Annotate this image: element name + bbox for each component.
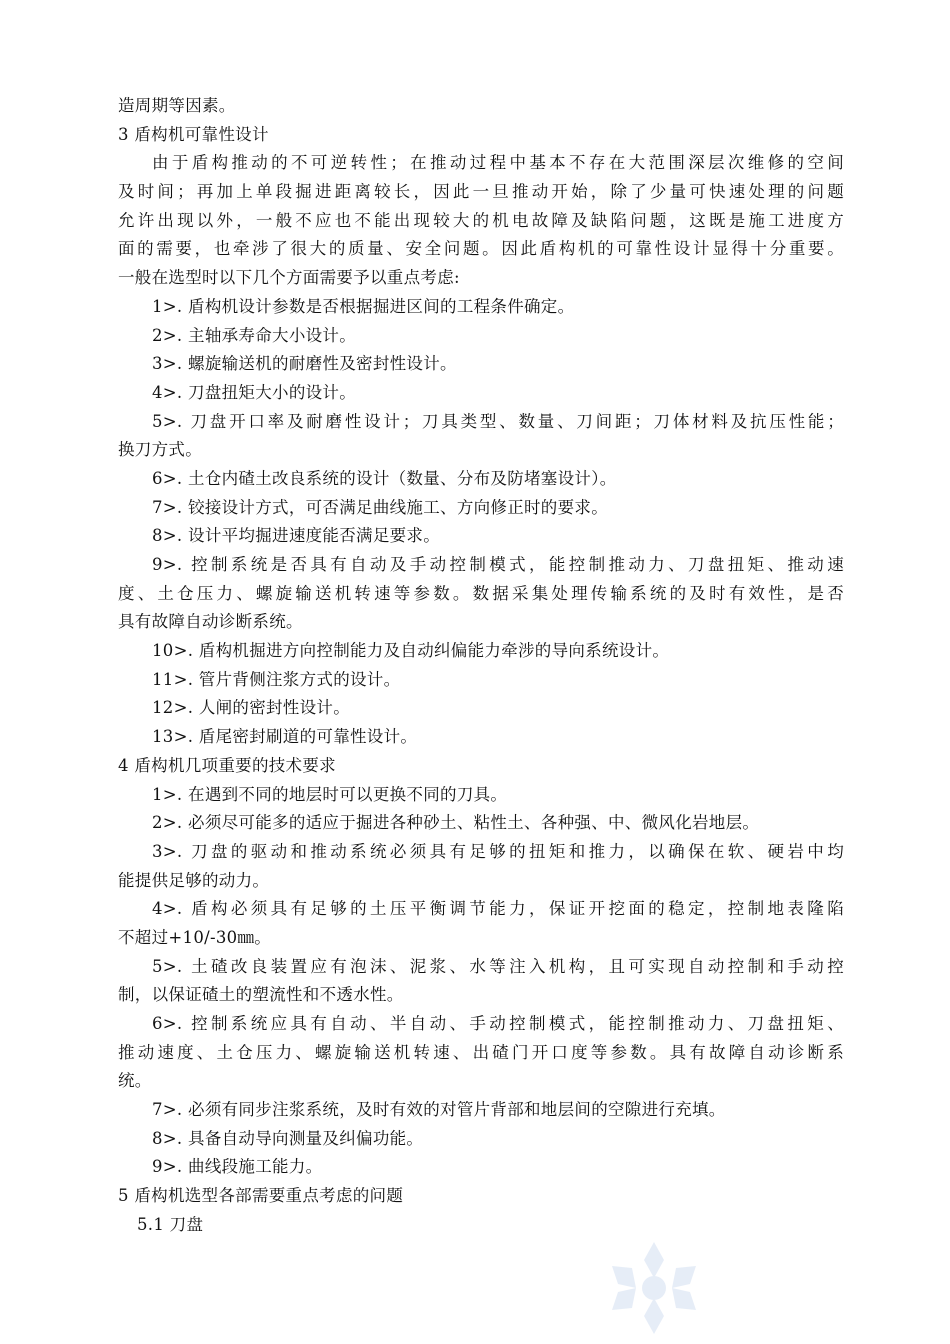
text-line: 12>. 人闸的密封性设计。 [152, 698, 351, 718]
text-line: 2>. 主轴承寿命大小设计。 [152, 325, 357, 345]
text-line: 5 盾构机选型各部需要重点考虑的问题 [118, 1186, 404, 1206]
text-line: 11>. 管片背侧注浆方式的设计。 [152, 669, 401, 689]
text-line: 6>. 土仓内碴土改良系统的设计（数量、分布及防堵塞设计）。 [152, 468, 617, 488]
text-line: 能提供足够的动力。 [118, 870, 270, 890]
text-line: 换刀方式。 [118, 440, 202, 460]
snowflake-logo-icon [592, 1238, 716, 1338]
text-line: 5.1 刀盘 [137, 1214, 204, 1234]
text-line: 造周期等因素。 [118, 96, 236, 115]
text-line: 5>. 土碴改良装置应有泡沫、泥浆、水等注入机构，且可实现自动控制和手动控 [152, 956, 844, 976]
text-line: 4>. 盾构必须具有足够的土压平衡调节能力，保证开挖面的稳定，控制地表隆陷 [152, 899, 844, 919]
text-line: 7>. 铰接设计方式，可否满足曲线施工、方向修正时的要求。 [152, 497, 609, 517]
text-line: 2>. 必须尽可能多的适应于掘进各种砂土、粘性土、各种强、中、微风化岩地层。 [152, 813, 760, 833]
text-line: 4>. 刀盘扭矩大小的设计。 [152, 382, 357, 402]
text-line: 1>. 在遇到不同的地层时可以更换不同的刀具。 [152, 784, 508, 804]
text-line: 5>. 刀盘开口率及耐磨性设计；刀具类型、数量、刀间距；刀体材料及抗压性能； [152, 411, 844, 431]
text-line: 9>. 曲线段施工能力。 [152, 1157, 323, 1177]
text-line: 8>. 具备自动导向测量及纠偏功能。 [152, 1128, 424, 1148]
text-line: 允许出现以外，一般不应也不能出现较大的机电故障及缺陷问题，这既是施工进度方 [118, 210, 844, 230]
text-line: 7>. 必须有同步注浆系统，及时有效的对管片背部和地层间的空隙进行充填。 [152, 1100, 726, 1120]
text-line: 9>. 控制系统是否具有自动及手动控制模式，能控制推动力、刀盘扭矩、推动速 [152, 555, 844, 574]
text-line: 4 盾构机几项重要的技术要求 [118, 755, 336, 775]
text-line: 3 盾构机可靠性设计 [118, 124, 269, 144]
text-line: 制，以保证碴土的塑流性和不透水性。 [118, 985, 404, 1005]
text-line: 不超过+10/-30㎜。 [118, 927, 272, 947]
text-line: 3>. 刀盘的驱动和推动系统必须具有足够的扭矩和推力，以确保在软、硬岩中均 [152, 841, 844, 861]
text-line: 13>. 盾尾密封刷道的可靠性设计。 [152, 727, 418, 747]
text-line: 推动速度、土仓压力、螺旋输送机转速、出碴门开口度等参数。具有故障自动诊断系 [118, 1042, 844, 1062]
text-line: 统。 [118, 1071, 152, 1091]
text-line: 10>. 盾构机掘进方向控制能力及自动纠偏能力牵涉的导向系统设计。 [152, 641, 670, 661]
text-line: 具有故障自动诊断系统。 [118, 612, 303, 632]
text-line: 由于盾构推动的不可逆转性；在推动过程中基本不存在大范围深层次维修的空间 [152, 153, 844, 173]
text-line: 及时间；再加上单段掘进距离较长，因此一旦推动开始，除了少量可快速处理的问题 [118, 182, 844, 202]
text-line: 一般在选型时以下几个方面需要予以重点考虑: [118, 268, 460, 288]
text-line: 6>. 控制系统应具有自动、半自动、手动控制模式，能控制推动力、刀盘扭矩、 [152, 1014, 844, 1033]
text-line: 3>. 螺旋输送机的耐磨性及密封性设计。 [152, 354, 457, 374]
text-line: 度、土仓压力、螺旋输送机转速等参数。数据采集处理传输系统的及时有效性，是否 [118, 583, 844, 603]
text-line: 8>. 设计平均掘进速度能否满足要求。 [152, 526, 441, 546]
text-line: 1>. 盾构机设计参数是否根据掘进区间的工程条件确定。 [152, 296, 575, 316]
document-body [118, 92, 844, 1240]
text-line: 面的需要，也牵涉了很大的质量、安全问题。因此盾构机的可靠性设计显得十分重要。 [118, 239, 844, 259]
